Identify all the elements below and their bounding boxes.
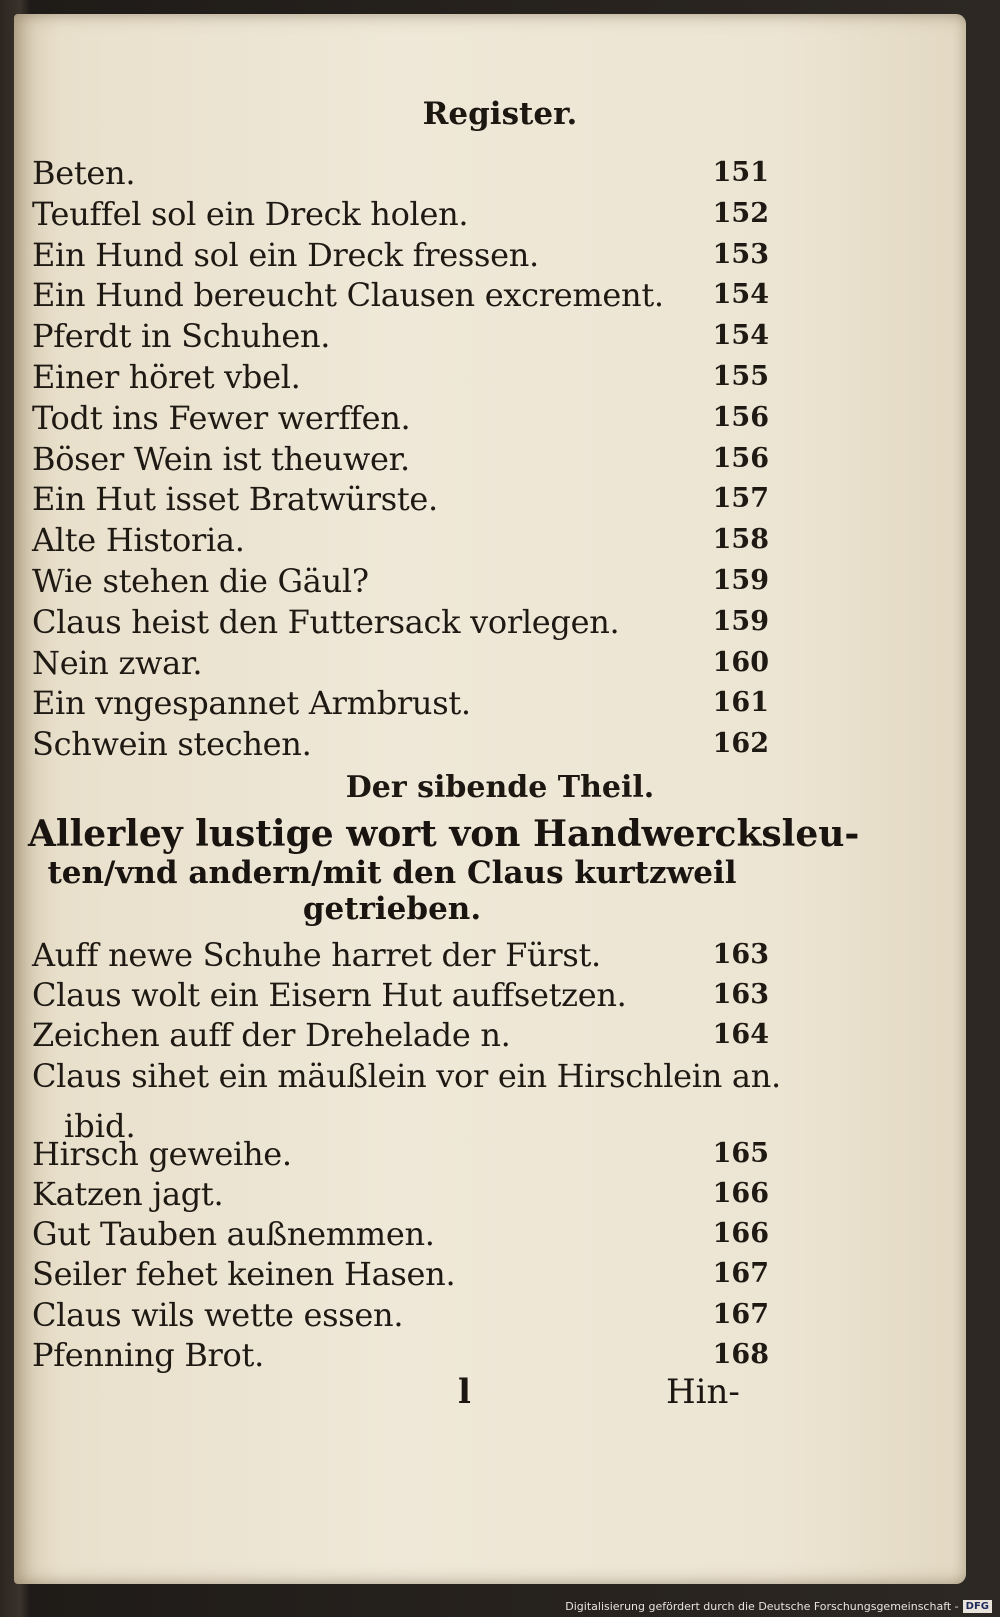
entry-page-number: 155 <box>712 361 769 392</box>
entry-title: Hirsch geweihe. <box>32 1134 292 1173</box>
register-entry <box>24 1134 769 1174</box>
register-entry <box>24 398 769 438</box>
section-subtitle-line-2: ten/vnd andern/mit den Claus kurtzweil <box>47 855 737 891</box>
register-entry <box>24 602 769 642</box>
dfg-logo-icon: DFG <box>963 1600 992 1613</box>
entry-title: Ein Hut isset Bratwürste. <box>32 480 438 519</box>
register-entry <box>24 1056 781 1096</box>
register-entry <box>24 1174 769 1214</box>
register-entry <box>24 316 769 356</box>
entry-page-number: 151 <box>712 157 769 188</box>
register-entry <box>24 439 769 479</box>
register-entry <box>24 275 769 315</box>
entry-page-number: 165 <box>712 1137 769 1169</box>
entry-page-number: 153 <box>712 238 769 270</box>
entry-title: Schwein stechen. <box>32 725 312 764</box>
entry-page-number: 159 <box>712 605 769 637</box>
register-entry <box>24 520 769 560</box>
footer-text: Digitalisierung gefördert durch die Deutsche Forschungsgemeinschaft - <box>565 1599 959 1613</box>
entry-page-number: 157 <box>712 483 769 515</box>
entry-page-number: 167 <box>712 1298 769 1330</box>
entry-page-number: 154 <box>712 320 769 352</box>
register-entry <box>24 153 769 193</box>
register-entry <box>24 479 769 519</box>
entry-title: Todt ins Fewer werffen. <box>32 398 411 437</box>
entry-title: Claus wils wette essen. <box>32 1295 404 1334</box>
entry-page-number: 167 <box>712 1258 769 1290</box>
entry-title: Auff newe Schuhe harret der Fürst. <box>32 936 601 974</box>
entry-page-number: 166 <box>712 1218 769 1250</box>
entry-page-number: 163 <box>712 939 769 970</box>
entry-page-number: 152 <box>712 197 769 229</box>
entry-title: Alte Historia. <box>32 521 245 560</box>
register-entry <box>24 1254 769 1294</box>
entry-title: Gut Tauben außnemmen. <box>32 1215 435 1254</box>
entry-page-number: 164 <box>712 1019 769 1051</box>
register-entry <box>24 357 769 397</box>
entry-title: Zeichen auff der Drehelade n. <box>32 1016 511 1055</box>
catchword: Hin- <box>666 1372 740 1412</box>
entry-title: Böser Wein ist theuwer. <box>32 439 410 478</box>
entry-page-number: 168 <box>712 1338 769 1370</box>
entry-title: Teuffel sol ein Dreck holen. <box>32 194 469 233</box>
section-subtitle-line-1: Allerley lustige wort von Handwercksleu- <box>28 813 860 855</box>
entry-page-number: 156 <box>712 442 769 474</box>
entry-title: Claus wolt ein Eisern Hut auffsetzen. <box>32 976 627 1015</box>
entry-page-number: 166 <box>712 1178 769 1209</box>
entry-title: Pfenning Brot. <box>32 1335 264 1374</box>
section-title: Der sibende Theil. <box>345 770 655 805</box>
register-entry <box>24 1214 769 1254</box>
entry-title: Nein zwar. <box>32 643 203 682</box>
entry-title: Pferdt in Schuhen. <box>32 317 331 356</box>
register-entry <box>24 235 769 275</box>
entry-title: Ein Hund sol ein Dreck fressen. <box>32 235 539 274</box>
register-entry <box>24 724 769 764</box>
register-entry <box>24 975 769 1015</box>
page-heading: Register. <box>422 96 578 132</box>
entry-page-number: 160 <box>712 646 769 678</box>
entry-title: Wie stehen die Gäul? <box>32 562 369 600</box>
register-entry <box>24 194 769 234</box>
entry-page-number: 156 <box>712 401 769 433</box>
register-entry <box>24 1295 769 1335</box>
entry-page-number: 162 <box>712 728 769 760</box>
entry-title: Katzen jagt. <box>32 1175 224 1213</box>
entry-title: Seiler fehet keinen Hasen. <box>32 1255 456 1294</box>
register-entry <box>24 1015 769 1055</box>
register-entry <box>24 643 769 683</box>
entry-page-number: 163 <box>712 979 769 1011</box>
entry-page-number: 158 <box>712 524 769 556</box>
entry-title: Claus sihet ein mäußlein vor ein Hirschlein an. <box>32 1056 781 1095</box>
section-subtitle-line-3: getrieben. <box>302 891 482 927</box>
register-entry <box>24 1335 769 1375</box>
entry-title: Beten. <box>32 154 136 192</box>
signature-mark: l <box>458 1372 471 1412</box>
section-subtitle <box>22 813 860 927</box>
entry-page-number: 161 <box>712 687 769 719</box>
entry-title: Ein vngespannet Armbrust. <box>32 684 471 723</box>
dfg-footer <box>565 1597 992 1615</box>
entry-title: Einer höret vbel. <box>32 358 301 396</box>
entry-title: Ein Hund bereucht Clausen excrement. <box>32 276 664 315</box>
register-entry <box>24 561 769 601</box>
register-entry <box>24 683 769 723</box>
entry-page-number: 154 <box>712 279 769 311</box>
entry-continuation: ibid. <box>64 1107 136 1145</box>
register-entry <box>24 935 769 975</box>
entry-title: Claus heist den Futtersack vorlegen. <box>32 602 620 641</box>
entry-page-number: 159 <box>712 565 769 596</box>
